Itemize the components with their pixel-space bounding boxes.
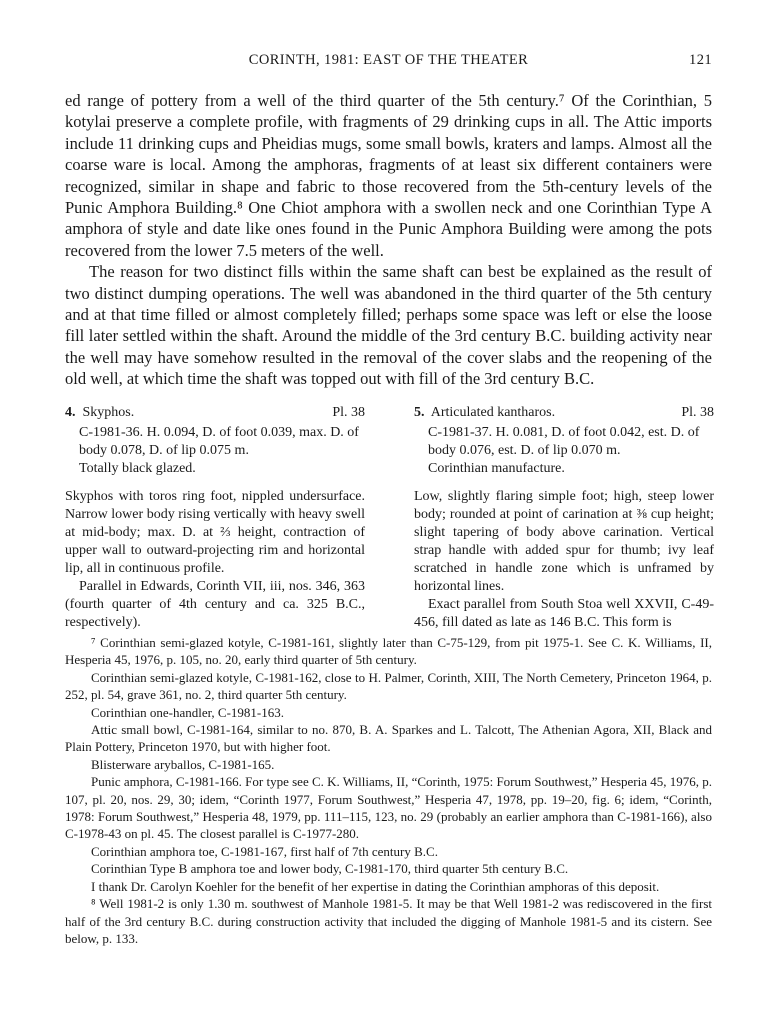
catalog-name: Articulated kantharos. (430, 404, 556, 420)
catalog-number: 4. (65, 404, 76, 420)
catalog-entry-4 (65, 404, 365, 632)
paragraph-1: ed range of pottery from a well of the third quarter of the 5th century.⁷ Of the Corinthian, 5 kotylai preserve a complete profile, with fragments of 29 drinking cups in all. The Attic imports include 11 drinking cups and Pheidias mugs, some small bowls, kraters and lamps. Almost all the coarse ware is local. Among the amphoras, fragments of at least six different containers were recognized, similar in shape and fabric to those recovered from the 5th-century levels of the Punic Amphora Building.⁸ One Chiot amphora with a swollen neck and one Corinthian Type A amphora of style and date like ones found in the Punic Amphora Building were among the pots recovered from the lower 7.5 meters of the well. (65, 91, 712, 260)
body-text (65, 90, 712, 390)
dimensions-text: C-1981-36. H. 0.094, D. of foot 0.039, max. D. of body 0.078, D. of lip 0.075 m. (79, 424, 359, 458)
catalog-entry-header (65, 404, 365, 424)
plate-reference: Pl. 38 (681, 404, 714, 420)
dimensions-text: C-1981-37. H. 0.081, D. of foot 0.042, est. D. of body 0.076, est. D. of lip 0.070 m. (428, 424, 700, 458)
footnote-7: ⁷ Corinthian semi-glazed kotyle, C-1981-161, slightly later than C-75-129, from pit 1975-1. See C. K. Williams, II, Hesperia 45, 1976, p. 105, no. 20, early third quarter of 5th century. (65, 635, 712, 668)
footnote-continuation: I thank Dr. Carolyn Koehler for the benefit of her expertise in dating the Corinthian amphoras of this deposit. (91, 878, 660, 894)
footnote-continuation: Punic amphora, C-1981-166. For type see C. K. Williams, II, “Corinth, 1975: Forum Southwest,” Hesperia 45, 1976, p. 107, pl. 20, nos. 29, 30; idem, “Corinth 1977, Forum Southwest,” Hesperia 47, 1978, pp. 19–20, fig. 6; idem, “Corinth, 1978: Forum Southwest,” Hesperia 48, 1979, pp. 111–115, 123, no. 29 (probably an earlier amphora than C-1981-166), also C-1978-43 on pl. 45. The closest parallel is C-1977-280. (65, 774, 712, 842)
page-number: 121 (689, 52, 712, 68)
footnote-continuation: Attic small bowl, C-1981-164, similar to no. 870, B. A. Sparkes and L. Talcott, The Athenian Agora, XII, Black and Plain Pottery, Princeton 1970, but with higher foot. (65, 722, 712, 755)
footnotes (65, 634, 712, 947)
description-text: Low, slightly flaring simple foot; high, steep lower body; rounded at point of carination at ⅜ cup height; slight tapering of body above carination. Vertical strap handle with added spur for thumb; ivy leaf scratched in handle zone which is unframed by horizontal lines. (414, 488, 714, 594)
footnote-continuation: Corinthian semi-glazed kotyle, C-1981-162, close to H. Palmer, Corinth, XIII, The North Cemetery, Princeton 1964, p. 252, pl. 54, grave 361, no. 2, third quarter 5th century. (65, 669, 712, 703)
footnote-continuation: Corinthian amphora toe, C-1981-167, first half of 7th century B.C. (91, 843, 438, 859)
catalog-description (65, 488, 365, 632)
catalog-description (414, 488, 714, 632)
paragraph-2: The reason for two distinct fills within the same shaft can best be explained as the result of two distinct dumping operations. The well was abandoned in the third quarter of the 5th century and at that time filled or almost completely filled; perhaps some space was left or else the loose fill later settled within the shaft. Around the middle of the 3rd century B.C. building activity near the well may have somehow resulted in the removal of the cover slabs and the reopening of the old well, at which time the shaft was topped out with fill of the 3rd century B.C. (65, 262, 712, 389)
parallel-text: Parallel in Edwards, Corinth VII, iii, nos. 346, 363 (fourth quarter of 4th century and ca. 325 B.C., respectively). (65, 578, 365, 630)
plate-reference: Pl. 38 (332, 404, 365, 420)
dimensions-note: Totally black glazed. (79, 460, 196, 476)
footnote-continuation: Corinthian Type B amphora toe and lower body, C-1981-170, third quarter 5th century B.C. (91, 861, 569, 877)
parallel-text: Exact parallel from South Stoa well XXVII, C-49-456, fill dated as late as 146 B.C. This form is (414, 596, 714, 630)
catalog-entry-header (414, 404, 714, 424)
running-header (65, 52, 712, 74)
catalog-number: 5. (414, 404, 425, 420)
catalog-name: Skyphos. (82, 404, 135, 420)
page (65, 52, 714, 946)
catalog-dimensions (428, 424, 714, 478)
catalog-entry-5 (414, 404, 714, 632)
description-text: Skyphos with toros ring foot, nippled undersurface. Narrow lower body rising vertically with heavy swell at mid-body; max. D. at ⅔ height, contraction of upper wall to outward-projecting rim and horizontal lip, all in continuous profile. (65, 488, 365, 576)
dimensions-note: Corinthian manufacture. (428, 460, 565, 476)
catalog-section (65, 404, 714, 630)
footnote-8: ⁸ Well 1981-2 is only 1.30 m. southwest of Manhole 1981-5. It may be that Well 1981-2 was rediscovered in the first half of the 3rd century B.C. during construction activity that included the digging of Manhole 1981-5 and its cistern. See below, p. 133. (65, 896, 712, 946)
catalog-dimensions (79, 424, 365, 478)
running-title: CORINTH, 1981: EAST OF THE THEATER (248, 52, 529, 68)
footnote-continuation: Corinthian one-handler, C-1981-163. (91, 704, 284, 720)
footnote-continuation: Blisterware aryballos, C-1981-165. (91, 756, 275, 772)
